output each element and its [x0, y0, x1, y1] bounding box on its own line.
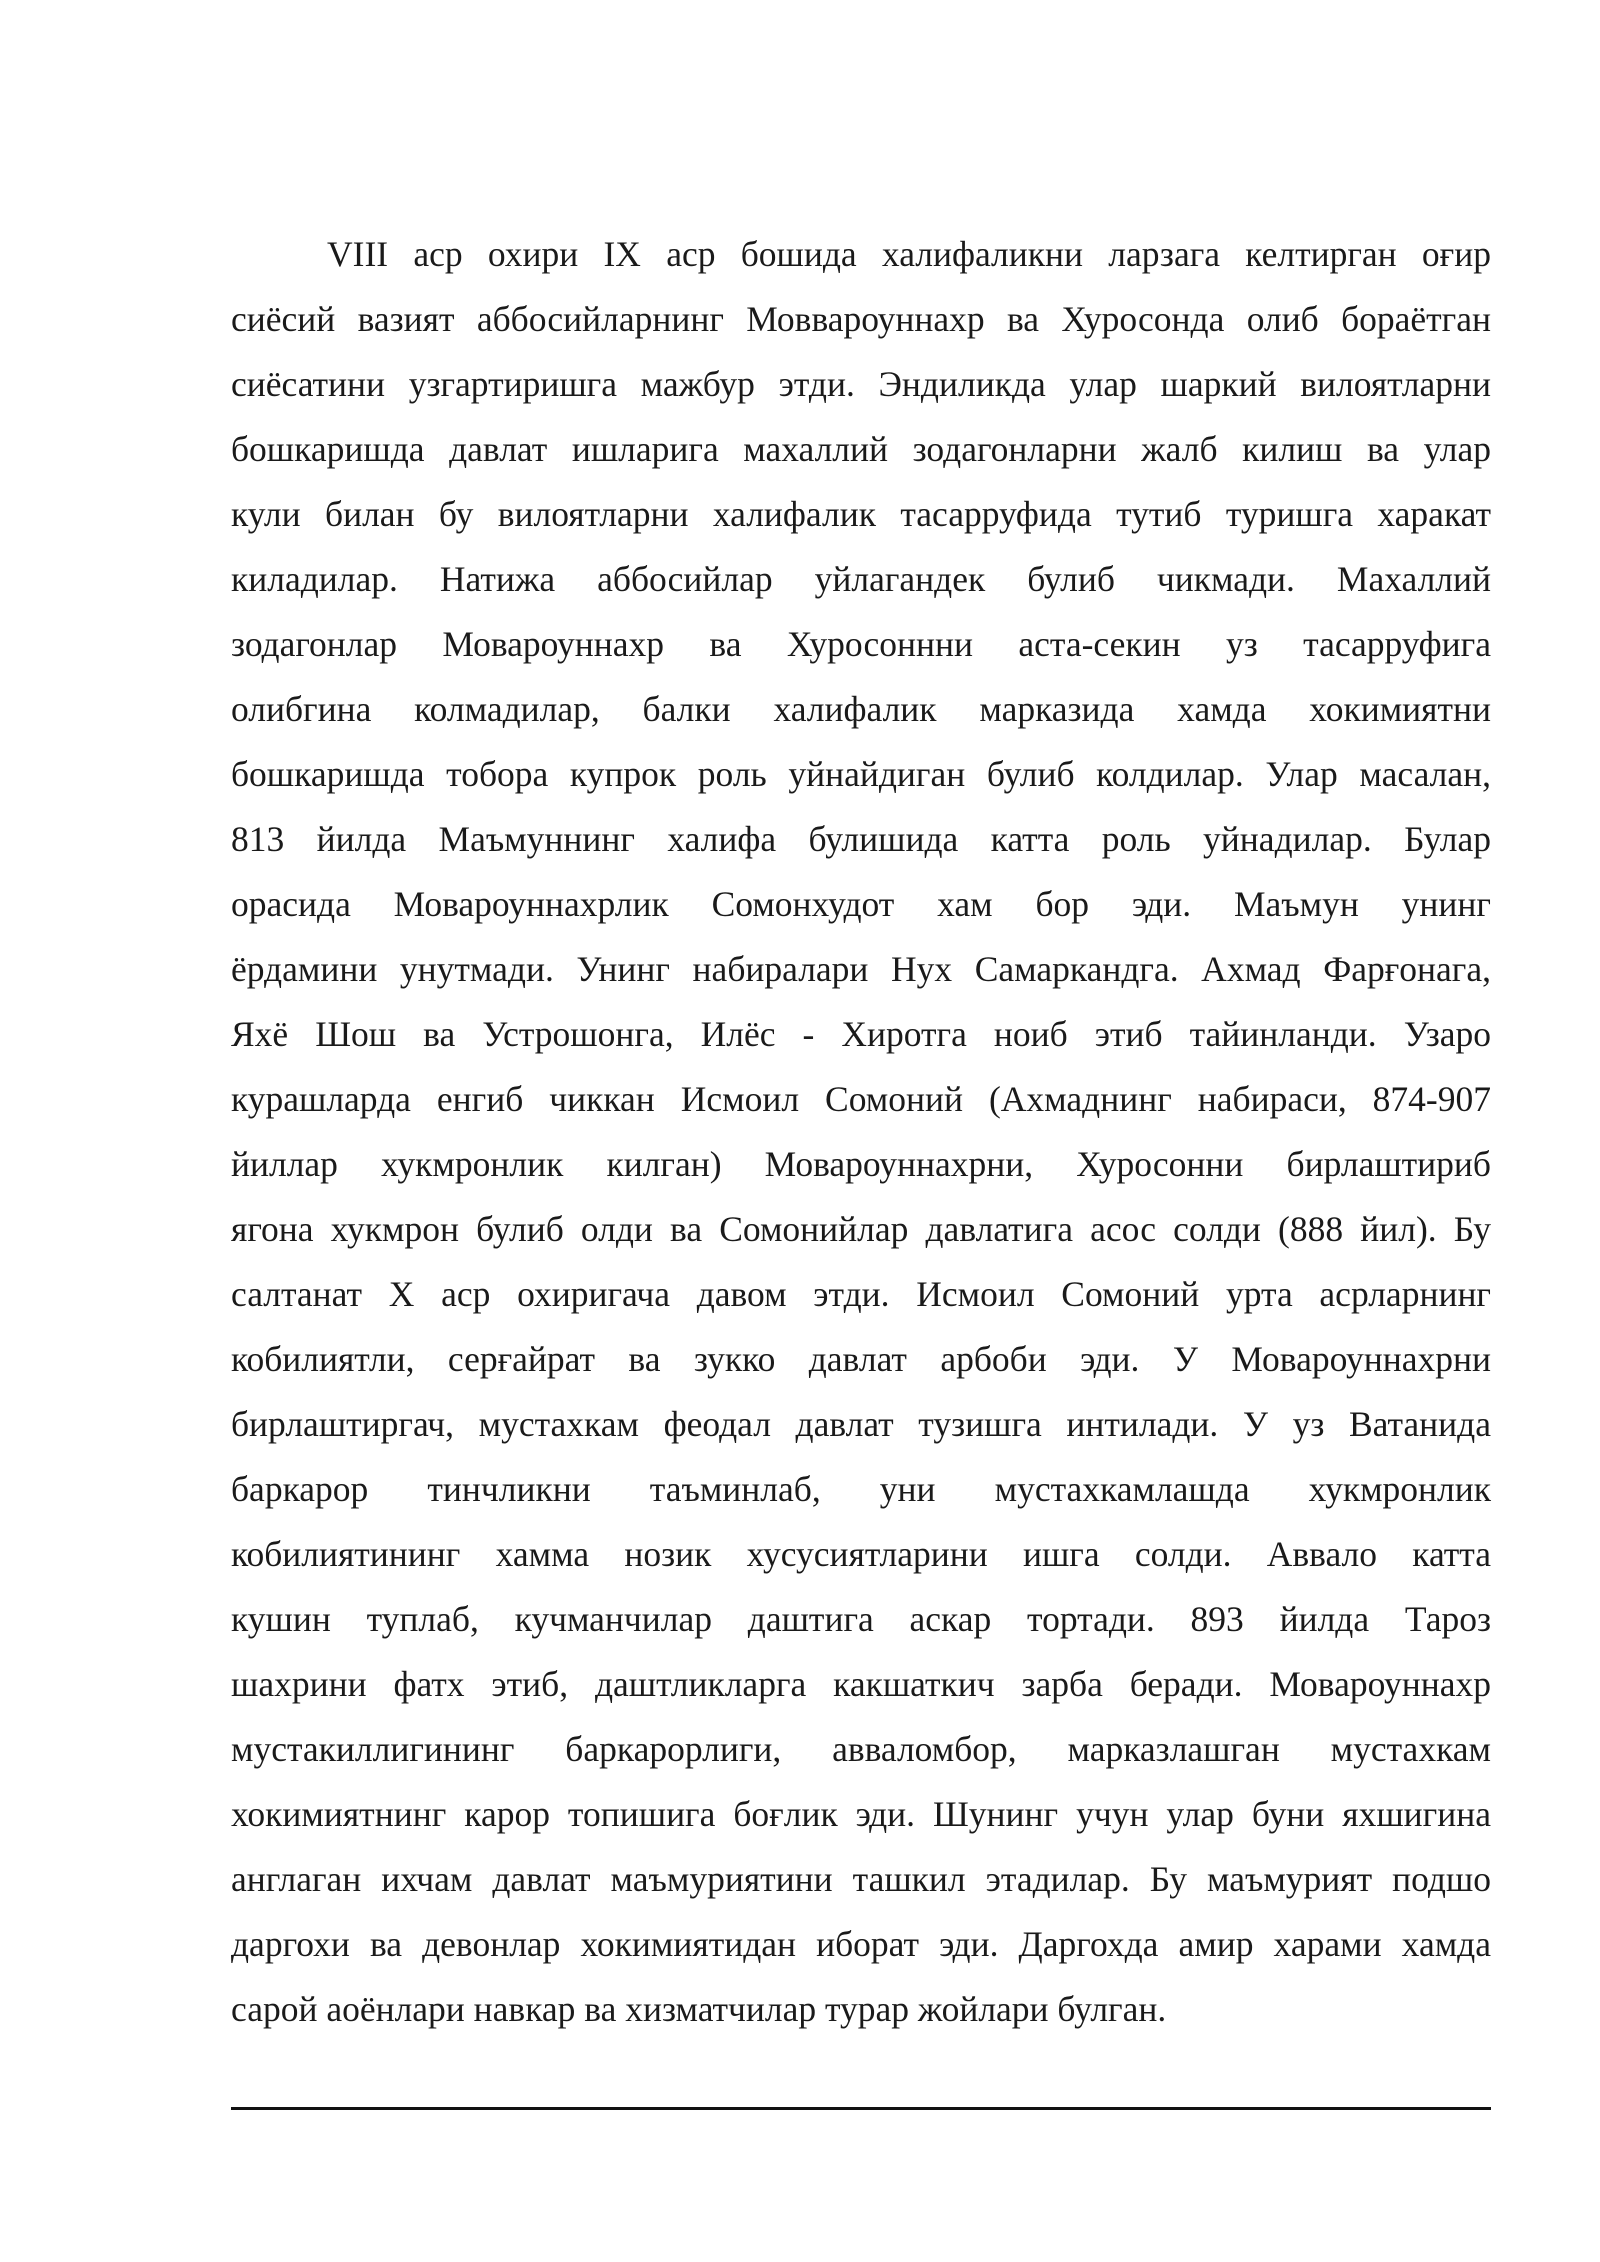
text-line: VIII аср охири IX аср бошида халифаликни ларзага келтирган оғир	[327, 234, 1491, 274]
text-line: кобилиятининг хамма нозик хусусиятларини ишга солди. Аввало катта	[231, 1534, 1491, 1574]
text-line: бошкаришда давлат ишларига махаллий зодагонларни жалб килиш ва улар	[231, 429, 1491, 469]
footnote-separator-line	[231, 2107, 1491, 2110]
body-paragraph	[231, 222, 1491, 2042]
text-line: салтанат X аср охиригача давом этди. Исмоил Сомоний урта асрларнинг	[231, 1274, 1491, 1314]
text-line: ёрдамини унутмади. Унинг набиралари Нух Самаркандга. Ахмад Фарғонага,	[231, 949, 1491, 989]
text-line: бирлаштиргач, мустахкам феодал давлат тузишга интилади. У уз Ватанида	[231, 1404, 1491, 1444]
text-line: сиёсий вазият аббосийларнинг Моввароуннахр ва Хуросонда олиб бораётган	[231, 299, 1491, 339]
text-line: кушин туплаб, кучманчилар даштига аскар тортади. 893 йилда Тароз	[231, 1599, 1491, 1639]
text-line: баркарор тинчликни таъминлаб, уни мустахкамлашда хукмронлик	[231, 1469, 1491, 1509]
text-line: мустакиллигининг баркарорлиги, авваломбор, марказлашган мустахкам	[231, 1729, 1491, 1769]
text-line: сиёсатини узгартиришга мажбур этди. Эндиликда улар шаркий вилоятларни	[231, 364, 1491, 404]
text-line: хокимиятнинг карор топишига боғлик эди. Шунинг учун улар буни яхшигина	[231, 1794, 1491, 1834]
text-line: олибгина колмадилар, балки халифалик марказида хамда хокимиятни	[231, 689, 1491, 729]
text-line: шахрини фатх этиб, даштликларга какшаткич зарба беради. Мовароуннахр	[231, 1664, 1491, 1704]
text-line: сарой аоёнлари навкар ва хизматчилар турар жойлари булган.	[231, 1989, 1167, 2029]
text-line: киладилар. Натижа аббосийлар уйлагандек булиб чикмади. Махаллий	[231, 559, 1491, 599]
text-line: бошкаришда тобора купрок роль уйнайдиган булиб колдилар. Улар масалан,	[231, 754, 1491, 794]
text-line: Яхё Шош ва Устрошонга, Илёс - Хиротга ноиб этиб тайинланди. Узаро	[231, 1014, 1491, 1054]
text-line: зодагонлар Мовароуннахр ва Хуросоннни аста-секин уз тасарруфига	[231, 624, 1491, 664]
text-line: ягона хукмрон булиб олди ва Сомонийлар давлатига асос солди (888 йил). Бу	[231, 1209, 1491, 1249]
text-line: 813 йилда Маъмуннинг халифа булишида катта роль уйнадилар. Булар	[231, 819, 1491, 859]
text-line: орасида Мовароуннахрлик Сомонхудот хам бор эди. Маъмун унинг	[231, 884, 1491, 924]
text-line: курашларда енгиб чиккан Исмоил Сомоний (Ахмаднинг набираси, 874-907	[231, 1079, 1491, 1119]
text-line: кули билан бу вилоятларни халифалик тасарруфида тутиб туришга харакат	[231, 494, 1491, 534]
text-line: даргохи ва девонлар хокимиятидан иборат эди. Даргохда амир харами хамда	[231, 1924, 1491, 1964]
text-line: йиллар хукмронлик килган) Мовароуннахрни, Хуросонни бирлаштириб	[231, 1144, 1491, 1184]
text-line: кобилиятли, серғайрат ва зукко давлат арбоби эди. У Мовароуннахрни	[231, 1339, 1491, 1379]
text-line: англаган ихчам давлат маъмуриятини ташкил этадилар. Бу маъмурият подшо	[231, 1859, 1491, 1899]
